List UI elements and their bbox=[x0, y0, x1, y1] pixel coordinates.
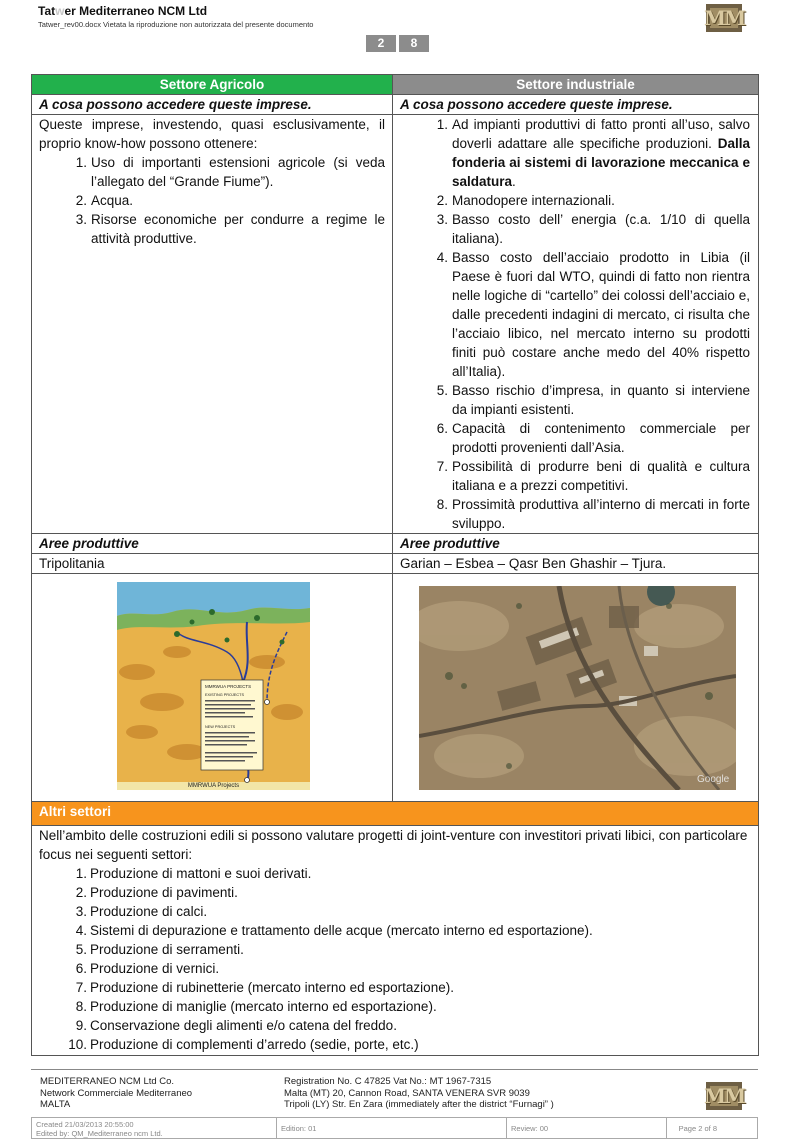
agri-column-header: Settore Agricolo bbox=[32, 75, 393, 95]
list-item: 8. Prossimità produttiva all’interno di mercati in forte sviluppo. bbox=[436, 497, 750, 531]
title-part: w bbox=[55, 4, 65, 18]
list-item: 3. Produzione di calci. bbox=[75, 904, 208, 919]
list-item: 6. Capacità di contenimento commerciale per prodotti provenienti dall’Asia. bbox=[436, 421, 750, 455]
agri-intro: Queste imprese, investendo, quasi esclusivamente, il proprio know-how possono ottenere: bbox=[39, 117, 385, 151]
altri-settori-header: Altri settori bbox=[32, 802, 759, 826]
footer-company-name: MEDITERRANEO NCM Ltd Co. bbox=[40, 1076, 175, 1087]
industrial-areas-label: Aree produttive bbox=[393, 534, 759, 554]
altri-list bbox=[39, 864, 751, 1054]
document-title bbox=[38, 4, 207, 18]
agri-benefits-cell bbox=[32, 115, 393, 534]
footer-divider bbox=[31, 1069, 758, 1070]
list-item: 2. Produzione di pavimenti. bbox=[75, 885, 238, 900]
list-item: 4. Basso costo dell’acciaio prodotto in Libia (il Paese è fuori dal WTO, quindi di fatto non rientra nelle logiche di “cartello” dei colossi dell’acciaio e, dalle precedenti indagini di mercato, ci risulta che l’acciaio libico, nel mercato interno su prodotti finiti può costare anche medo del 40% rispetto all’Italia). bbox=[436, 250, 750, 379]
agri-map-cell bbox=[32, 574, 393, 802]
industrial-benefits-cell bbox=[393, 115, 759, 534]
agri-list bbox=[39, 153, 385, 248]
footer-logo bbox=[704, 1080, 744, 1112]
title-part: er Mediterraneo NCM Ltd bbox=[64, 4, 208, 18]
meta-page: Page 2 of 8 bbox=[678, 1124, 717, 1133]
satellite-image bbox=[419, 586, 736, 790]
map-existing-projects: EXISTING PROJECTS bbox=[205, 693, 245, 697]
list-item: 7. Produzione di rubinetterie (mercato interno ed esportazione). bbox=[75, 980, 454, 995]
map-new-projects: NEW PROJECTS bbox=[205, 725, 236, 729]
footer-registration-block bbox=[284, 1076, 554, 1111]
logo-text: MM bbox=[704, 1084, 745, 1108]
page-total-badge: 8 bbox=[399, 35, 429, 52]
footer-company-block bbox=[40, 1076, 192, 1111]
company-logo bbox=[704, 2, 744, 34]
footer-address-malta: Malta (MT) 20, Cannon Road, SANTA VENERA SVR 9039 bbox=[284, 1087, 530, 1099]
list-item: 5. Basso rischio d’impresa, in quanto si interviene da impianti esistenti. bbox=[436, 383, 750, 417]
list-item: 2. Manodopere internazionali. bbox=[436, 193, 615, 208]
agri-access-label: A cosa possono accedere queste imprese. bbox=[32, 95, 393, 115]
list-item: 4. Sistemi di depurazione e trattamento delle acque (mercato interno ed esportazione). bbox=[75, 923, 593, 938]
meta-review: Review: 00 bbox=[507, 1118, 667, 1138]
altri-intro: Nell’ambito delle costruzioni edili si possono valutare progetti di joint-venture con investitori privati libici, con particolare focus nei seguenti settori: bbox=[39, 828, 748, 862]
list-item: 3. Risorse economiche per condurre a regime le attività produttive. bbox=[75, 212, 385, 246]
agri-areas-label: Aree produttive bbox=[32, 534, 393, 554]
altri-settori-cell bbox=[32, 826, 759, 1056]
document-subtitle: Tatwer_rev00.docx Vietata la riproduzione non autorizzata del presente documento bbox=[38, 20, 314, 29]
footer-address-tripoli: Tripoli (LY) Str. En Zara (immediately after the district “Furnagi” ) bbox=[284, 1099, 554, 1110]
meta-edition: Edition: 01 bbox=[277, 1118, 507, 1138]
industrial-access-label: A cosa possono accedere queste imprese. bbox=[393, 95, 759, 115]
page-current-badge: 2 bbox=[366, 35, 396, 52]
footer-registration: Registration No. C 47825 Vat No.: MT 1967-7315 bbox=[284, 1076, 492, 1087]
list-item: 9. Conservazione degli alimenti e/o catena del freddo. bbox=[75, 1018, 397, 1033]
industrial-satellite-cell bbox=[393, 574, 759, 802]
map-legend-title: MMRWUA PROJECTS bbox=[205, 684, 252, 689]
industrial-list bbox=[400, 115, 751, 533]
industrial-column-header: Settore industriale bbox=[393, 75, 759, 95]
list-item: 10. Produzione di complementi d’arredo (sedie, porte, etc.) bbox=[68, 1037, 419, 1052]
list-item: 2. Acqua. bbox=[75, 193, 134, 208]
list-item: 5. Produzione di serramenti. bbox=[75, 942, 244, 957]
footer-company-country: MALTA bbox=[40, 1099, 71, 1110]
footer-company-desc: Network Commerciale Mediterraneo bbox=[40, 1087, 193, 1099]
list-item: 7. Possibilità di produrre beni di qualità e cultura italiana e a prezzi competitivi. bbox=[436, 459, 750, 493]
title-part: Tat bbox=[38, 4, 56, 18]
list-item: 1. Uso di importanti estensioni agricole (si veda l’allegato del “Grande Fiume”). bbox=[75, 155, 385, 189]
meta-created: Created 21/03/2013 20:55:00 Edited by: QM_Mediterraneo ncm Ltd. bbox=[32, 1118, 277, 1138]
industrial-area-value: Garian – Esbea – Qasr Ben Ghashir – Tjura. bbox=[393, 554, 759, 574]
list-item: 3. Basso costo dell’ energia (c.a. 1/10 di quella italiana). bbox=[436, 212, 750, 246]
google-watermark: Google bbox=[697, 774, 730, 785]
map-caption: MMRWUA Projects bbox=[187, 783, 240, 789]
document-meta-bar bbox=[31, 1117, 758, 1139]
great-river-map-image bbox=[117, 582, 310, 790]
logo-text: MM bbox=[704, 6, 745, 30]
list-item: 8. Produzione di maniglie (mercato interno ed esportazione). bbox=[75, 999, 437, 1014]
agri-area-value: Tripolitania bbox=[32, 554, 393, 574]
sectors-table bbox=[31, 74, 759, 1056]
list-item: 1. Produzione di mattoni e suoi derivati. bbox=[75, 866, 312, 881]
list-item: 6. Produzione di vernici. bbox=[75, 961, 220, 976]
list-item: 1. Ad impianti produttivi di fatto pronti all’uso, salvo doverli adattare alle specifiche produzioni. Dalla fonderia ai sistemi di lavorazione meccanica e saldatura. bbox=[436, 117, 750, 189]
